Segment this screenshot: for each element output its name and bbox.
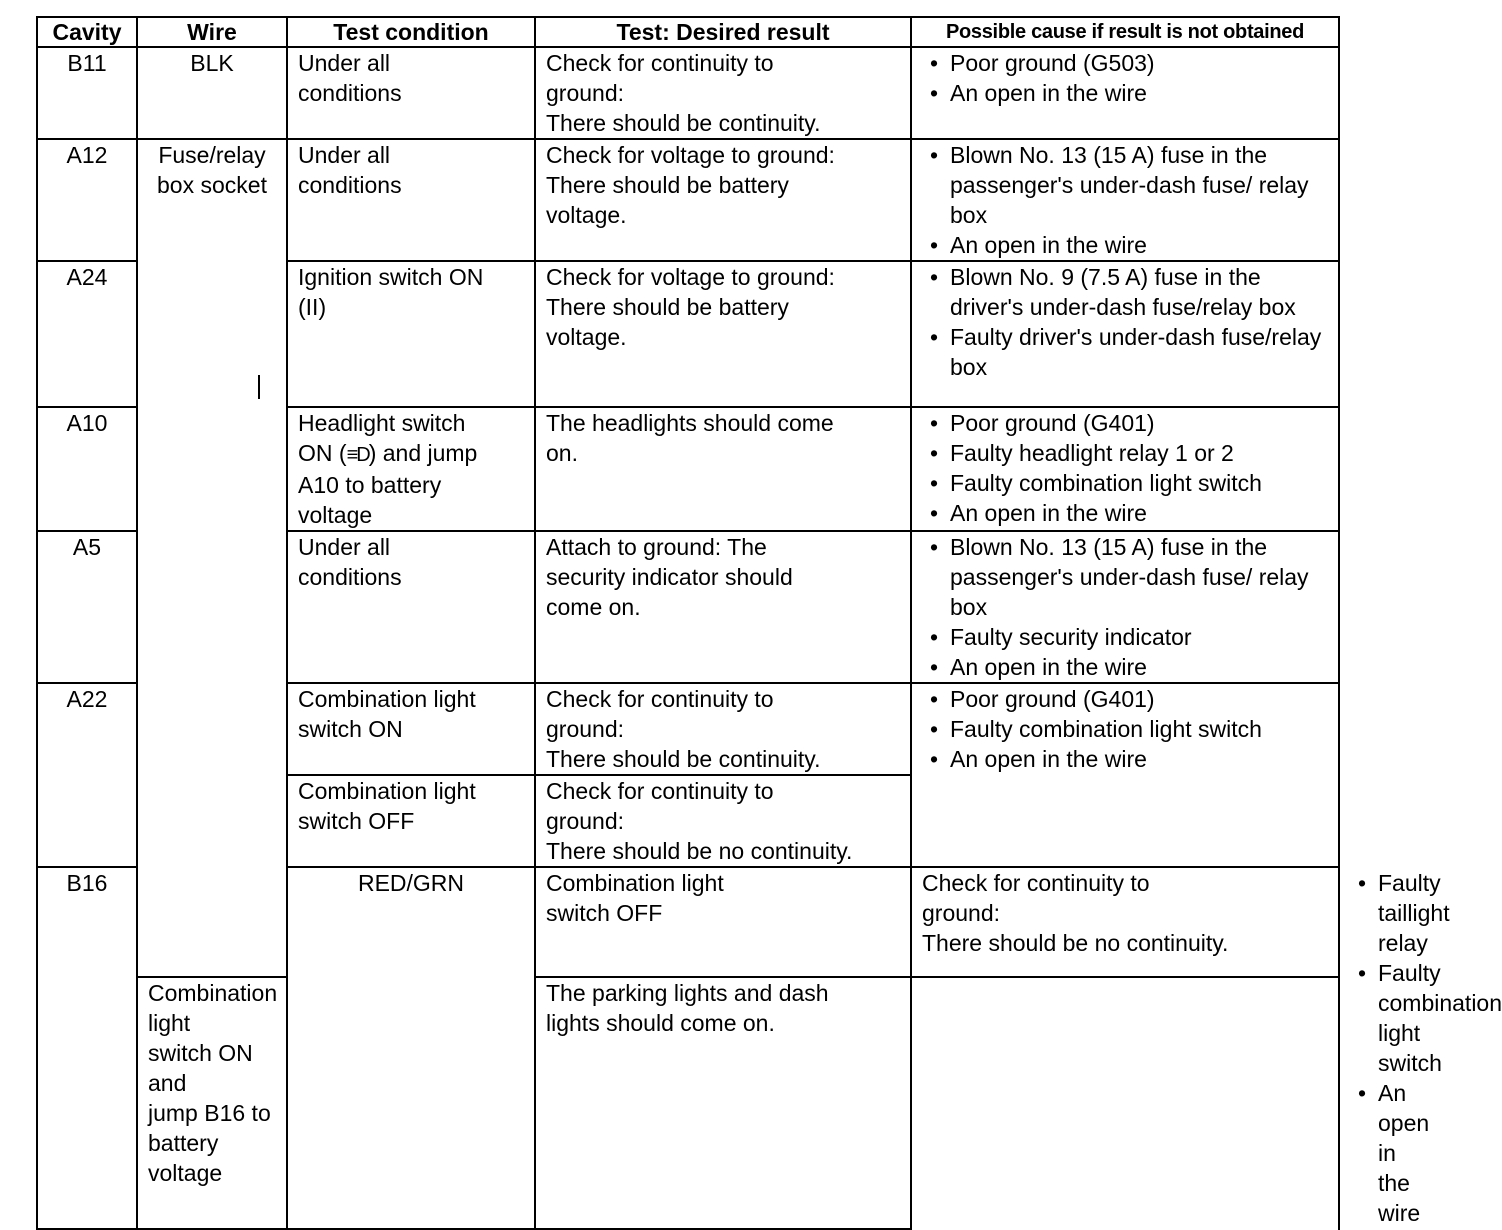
cause-list	[922, 684, 1328, 774]
condition-cell: Combination light switch ON and jump B16 to battery voltage	[137, 977, 287, 1229]
cavity-cell: A24	[37, 261, 137, 407]
cavity-cell: A22	[37, 683, 137, 867]
cause-cell	[911, 47, 1339, 139]
result-cell: The headlights should come on.	[535, 407, 911, 531]
cause-list	[922, 262, 1328, 382]
result-cell: Check for voltage to ground: There should be battery voltage.	[535, 139, 911, 261]
cavity-cell: A5	[37, 531, 137, 683]
result-cell: Attach to ground: The security indicator should come on.	[535, 531, 911, 683]
cause-list	[922, 532, 1328, 682]
cause-item: • Faulty headlight relay 1 or 2	[922, 438, 1328, 468]
condition-cell: Under all conditions	[287, 139, 535, 261]
cause-item: • Poor ground (G401)	[922, 684, 1328, 714]
header-cavity: Cavity	[37, 17, 137, 47]
cavity-cell: A10	[37, 407, 137, 531]
cause-cell	[911, 261, 1339, 407]
condition-cell: Under all conditions	[287, 47, 535, 139]
cause-item: • Faulty security indicator	[922, 622, 1328, 652]
wire-cell: BLK	[137, 47, 287, 139]
result-cell: Check for voltage to ground: There should be battery voltage.	[535, 261, 911, 407]
cause-item: • An open in the wire	[922, 78, 1328, 108]
cause-item: • An open in the wire	[922, 498, 1328, 528]
condition-cell: Ignition switch ON (II)	[287, 261, 535, 407]
cause-cell	[911, 531, 1339, 683]
table-row	[37, 977, 1339, 1229]
table-row	[37, 139, 1339, 261]
cause-item: • Blown No. 9 (7.5 A) fuse in the driver's under-dash fuse/relay box	[922, 262, 1328, 322]
result-cell: The parking lights and dash lights should come on.	[535, 977, 911, 1229]
stray-mark	[258, 375, 260, 399]
cause-item: • Poor ground (G503)	[922, 48, 1328, 78]
header-wire: Wire	[137, 17, 287, 47]
condition-cell: Combination light switch OFF	[287, 775, 535, 867]
cause-item: • Faulty driver's under-dash fuse/relay box	[922, 322, 1328, 382]
result-cell: Check for continuity to ground: There should be continuity.	[535, 47, 911, 139]
cause-item: • An open in the wire	[922, 652, 1328, 682]
cause-list	[922, 140, 1328, 260]
cause-item: • Faulty combination light switch	[1350, 958, 1378, 1078]
cause-cell	[911, 683, 1339, 867]
header-test-condition: Test condition	[287, 17, 535, 47]
result-cell: Check for continuity to ground: There should be continuity.	[535, 683, 911, 775]
cause-item: • An open in the wire	[1350, 1078, 1378, 1228]
cause-item: • Faulty combination light switch	[922, 714, 1328, 744]
cause-item: • Faulty combination light switch	[922, 468, 1328, 498]
condition-cell: Combination light switch OFF	[535, 867, 911, 977]
cavity-cell: B11	[37, 47, 137, 139]
result-cell: Check for continuity to ground: There should be no continuity.	[911, 867, 1339, 977]
troubleshooting-sheet	[36, 16, 1502, 1230]
header-possible-cause: Possible cause if result is not obtained	[911, 17, 1339, 47]
cause-item: • An open in the wire	[922, 230, 1328, 260]
test-table	[36, 16, 1502, 1230]
header-row	[37, 17, 1339, 47]
cause-item: • Blown No. 13 (15 A) fuse in the passenger's under-dash fuse/ relay box	[922, 532, 1328, 622]
cause-cell	[911, 407, 1339, 531]
cause-cell	[911, 139, 1339, 261]
cause-item: • Blown No. 13 (15 A) fuse in the passenger's under-dash fuse/ relay box	[922, 140, 1328, 230]
condition-cell: Headlight switch ON (≡D) and jump A10 to battery voltage	[287, 407, 535, 531]
table-row	[37, 47, 1339, 139]
cause-list	[922, 408, 1328, 528]
cause-item: • An open in the wire	[922, 744, 1328, 774]
cause-item: • Poor ground (G401)	[922, 408, 1328, 438]
header-desired-result: Test: Desired result	[535, 17, 911, 47]
wire-cell: RED/GRN	[287, 867, 535, 1229]
condition-cell: Under all conditions	[287, 531, 535, 683]
cause-list	[922, 48, 1328, 108]
cause-item: • Faulty taillight relay	[1350, 868, 1378, 958]
headlight-high-beam-icon: ≡D	[346, 444, 369, 466]
cavity-cell: A12	[37, 139, 137, 261]
cavity-cell: B16	[37, 867, 137, 1229]
result-cell: Check for continuity to ground: There should be no continuity.	[535, 775, 911, 867]
wire-cell: Fuse/relay box socket	[137, 139, 287, 977]
condition-cell: Combination light switch ON	[287, 683, 535, 775]
